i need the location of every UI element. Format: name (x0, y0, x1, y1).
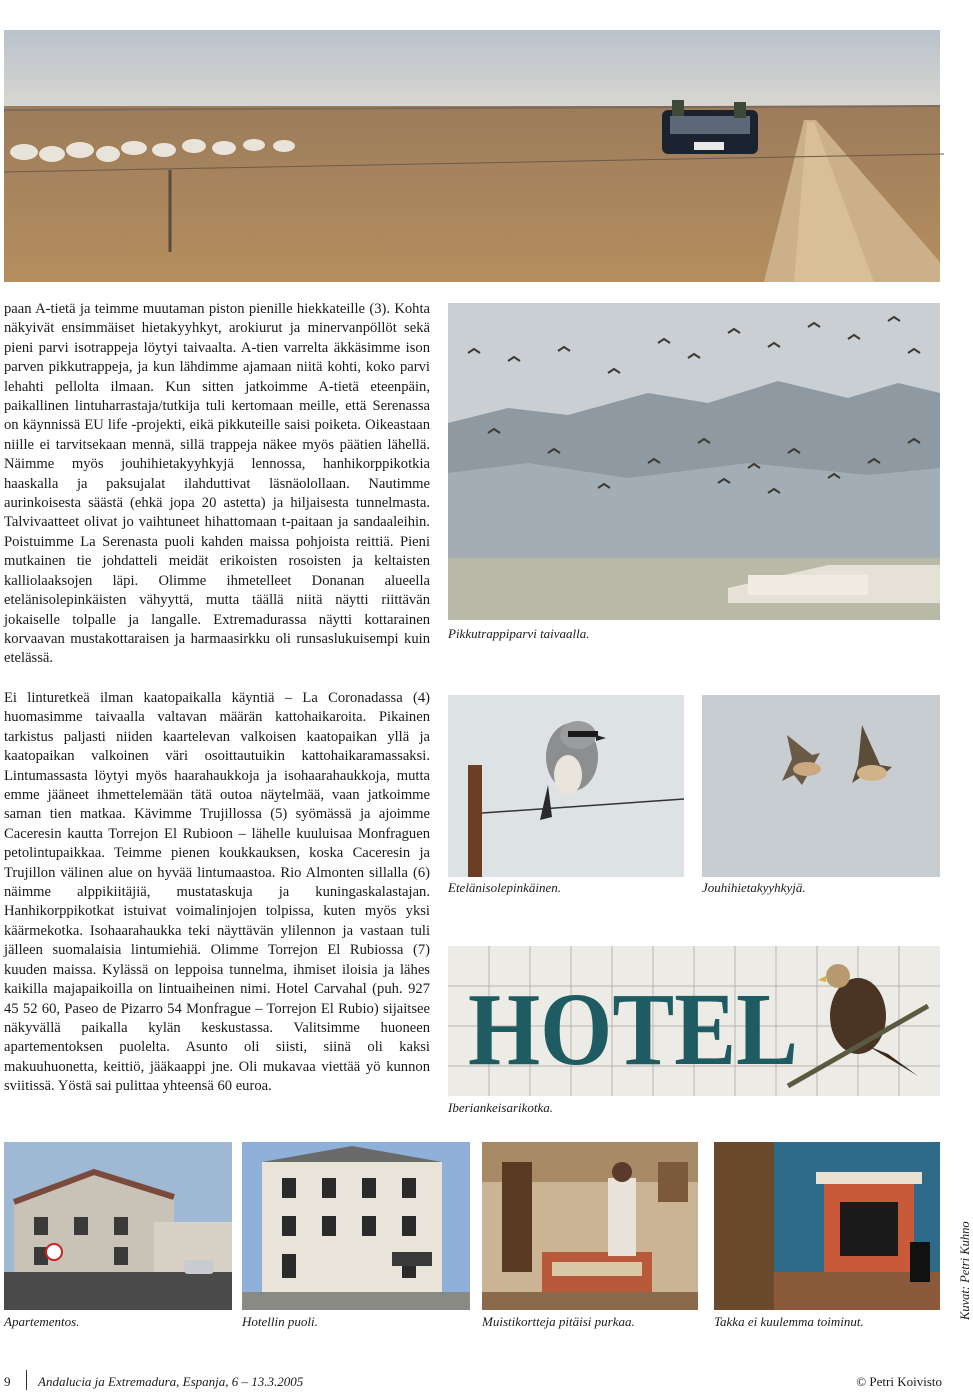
paragraph-1: paan A-tietä ja teimme muutaman piston pienille hiekkateille (3). Kohta näkyivät ensimmäiset hietakyyhkyt, arokiurut ja minervanpöllöt sekä pieni parvi isotrappeja löytyi taivaalta. A-tien varrelta äkkäsimme ison parven pikkutrappeja, ja kun lähdimme ajamaan niitä kohti, koko parvi lehahti pellolta ilmaan. Kun sitten jatkoimme A-tietä eteenpäin, paikallinen lintuharrastaja/tutkija tuli kertomaan meille, että Serenassa on käynnissä EU life -projekti, eikä pikkuteille saisi poiketa. Oikeastaan niille ei tarvitsekaan mennä, sillä trappeja näkee myös päätien lähellä. Näimme myös jouhihietakyyhkyjä lennossa, hanhikorppikotkia haaskalla ja paksujalat ilahduttivat läsnäolollaan. Nautimme aurinkoisesta säästä (ehkä jopa 20 astetta) ja hiljaisesta tunnelmasta. Talvivaatteet olivat jo vaihtuneet hihattomaan t-paitaan ja sandaaleihin. Poistuimme La Serenasta puoli kahden maissa pohjoista reittiä. Pieni mutkainen tie johdatteli meidät erikoisten rosoisten ja keltaisten kalliolaaksojen läpi. Olimme ihmetelleet Donanan alueella etelänisolepinkäisten vähyyttä, mutta täällä niitä näytti riittävän jokaiselle tolpalle ja langalle. Extremadurassa näytti kottarainen korvaavan mustakottaraisen ja harmaasirkku oli runsaslukuisempi kuin etelässä. (4, 301, 430, 667)
photo-hotel-room (482, 1142, 698, 1310)
photo-sandgrouse (702, 695, 940, 877)
photo-hotel-building (242, 1142, 470, 1310)
photo-fireplace (714, 1142, 940, 1310)
photo-bustard-flock (448, 303, 940, 620)
footer-divider (26, 1370, 27, 1390)
caption-hotel-side: Hotellin puoli. (242, 1314, 318, 1329)
hotel-sign-text: HOTEL (468, 972, 798, 1087)
page-footer (0, 1370, 960, 1392)
paragraph-2: Ei linturetkeä ilman kaatopaikalla käyntiä – La Coronadassa (4) huomasimme taivaalla valtavan määrän kattohaikaroita. Pikainen tarkistus paljasti niiden kaartelevan valkoisen kaatopaikan yllä ja kaatopaikan valkoinen väri osoittautuikin kattohaikaramassaksi. Lintumassasta löytyi myös haarahaukkoja ja isohaarahaukkoja, mutta emme jääneet ihmettelemään tätä outoa näytelmää, vaan jatkoimme saman tien matkaa. Kävimme Trujillossa (5) syömässä ja ajoimme Caceresin kautta Torrejon El Rubioon – lähelle kuuluisaa Monfraguen petolintupaikkaa. Teimme pienen koukkauksen, koska Caceresin ja Trujillon välinen alue on hyvää lintumaastoa. Rio Almonten sillalla (6) näimme alppikiitäjiä, mustataskuja ja kuningaskalastajan. Hanhikorppikotkat istuivat voimalinjojen tolpissa, kuten myös yksi käärmekotka. Isohaarahaukka teki näyttävän ylilennon ja vastaan tuli jälleen suomalaisia lintumiehiä. Olimme Torrejon El Rubiossa (7) kuuden maissa. Kylässä on leppoisa tunnelma, ihmiset iloisia ja lähes kaikilla majapaikoilla on lintuaiheinen nimi. Hotel Carvahal (puh. 927 45 52 60, Paseo de Pizarro 54 Monfrague – Torrejon El Rubio) sijaitsee näkyvällä paikalla kylän keskustassa. Valitsimme huoneen apartementoksen puolelta. Asunto oli siisti, siinä oli kaksi makuuhuonetta, keittiö, jääkaappi jne. Oli mukavaa viettää yö kunnon sviitissä. Yöstä sai pulittaa yhteensä 60 euroa. (4, 690, 430, 1095)
caption-shrike: Etelänisolepinkäinen. (448, 880, 562, 895)
caption-fireplace: Takka ei kuulemma toiminut. (714, 1314, 864, 1329)
caption-room: Muistikortteja pitäisi purkaa. (482, 1314, 635, 1329)
footer-title: Andalucia ja Extremadura, Espanja, 6 – 13.3.2005 (38, 1374, 304, 1389)
caption-apartments: Apartementos. (4, 1314, 80, 1329)
page-number: 9 (4, 1374, 11, 1389)
caption-flock: Pikkutrappiparvi taivaalla. (448, 626, 590, 641)
photo-credit (946, 1210, 972, 1320)
photo-hotel-sign (448, 946, 940, 1096)
photo-credit-text: Kuvat: Petri Kuhno (958, 1221, 972, 1320)
caption-hotel-sign: Iberiankeisarikotka. (448, 1100, 554, 1115)
photo-shrike (448, 695, 684, 877)
footer-copyright: © Petri Koivisto (856, 1374, 942, 1389)
caption-sandgrouse: Jouhihietakyyhkyjä. (702, 880, 806, 895)
photo-apartments (4, 1142, 232, 1310)
photo-road-landscape (4, 30, 940, 282)
